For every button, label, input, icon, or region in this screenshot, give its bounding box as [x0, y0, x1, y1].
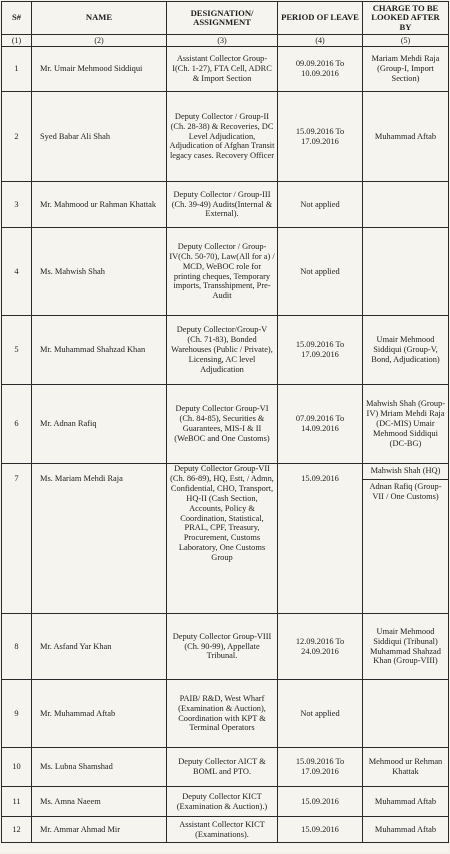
- officer-name: Ms. Mariam Mehdi Raja: [32, 464, 167, 614]
- serial-number: 11: [2, 787, 32, 817]
- table-row: [2, 787, 449, 817]
- serial-number: 5: [2, 316, 32, 385]
- leave-table: [1, 1, 449, 843]
- officer-name: Ms. Lubna Shamshad: [32, 748, 167, 787]
- serial-number: 2: [2, 92, 32, 182]
- officer-name: Mr. Asfand Yar Khan: [32, 614, 167, 680]
- charge-holder: Mehmood ur Rehman Khattak: [363, 748, 449, 787]
- charge-holder: Mariam Mehdi Raja (Group-I, Import Section): [363, 47, 449, 92]
- leave-period: 15.09.2016: [278, 464, 363, 614]
- header-charge: CHARGE TO BE LOOKED AFTER BY: [363, 2, 449, 35]
- serial-number: 8: [2, 614, 32, 680]
- table-row: [2, 182, 449, 228]
- designation: Deputy Collector KICT (Examination & Auction).): [167, 787, 278, 817]
- serial-number: 7: [2, 464, 32, 614]
- leave-period: 15.09.2016 To 17.09.2016: [278, 316, 363, 385]
- leave-period: Not applied: [278, 228, 363, 316]
- column-number: (3): [167, 35, 278, 47]
- designation: Deputy Collector / Group-II (Ch. 28-38) & Recoveries, DC Level Adjudication, Adjudication of Afghan Transit legacy cases. Recovery Officer: [167, 92, 278, 182]
- serial-number: 12: [2, 817, 32, 843]
- table-row: [2, 748, 449, 787]
- header-row: [2, 2, 449, 35]
- leave-document: [1, 1, 448, 852]
- officer-name: Mr. Ammar Ahmad Mir: [32, 817, 167, 843]
- serial-number: 1: [2, 47, 32, 92]
- leave-period: 07.09.2016 To 14.09.2016: [278, 385, 363, 464]
- leave-period: Not applied: [278, 680, 363, 748]
- leave-period: Not applied: [278, 182, 363, 228]
- charge-holder: Muhammad Aftab: [363, 817, 449, 843]
- table-row: [2, 316, 449, 385]
- officer-name: Mr. Muhammad Aftab: [32, 680, 167, 748]
- table-row: [2, 92, 449, 182]
- officer-name: Ms. Amna Naeem: [32, 787, 167, 817]
- serial-number: 4: [2, 228, 32, 316]
- charge-holder: Umair Mehmood Siddiqui (Group-V, Bond, Adjudication): [363, 316, 449, 385]
- charge-holder: [363, 228, 449, 316]
- officer-name: Syed Babar Ali Shah: [32, 92, 167, 182]
- charge-holder: [363, 680, 449, 748]
- header-name: NAME: [32, 2, 167, 35]
- charge-holder: [363, 182, 449, 228]
- column-number: (5): [363, 35, 449, 47]
- designation: Deputy Collector / Group-III (Ch. 39-49) Audits(Internal & External).: [167, 182, 278, 228]
- serial-number: 3: [2, 182, 32, 228]
- table-row: [2, 47, 449, 92]
- charge-holder: Mahwish Shah (HQ): [363, 464, 448, 480]
- designation: Assistant Collector Group-I(Ch. 1-27), FTA Cell, ADRC & Import Section: [167, 47, 278, 92]
- column-number: (2): [32, 35, 167, 47]
- charge-holder: Muhammad Aftab: [363, 92, 449, 182]
- officer-name: Mr. Mahmood ur Rahman Khattak: [32, 182, 167, 228]
- header-designation: DESIGNATION/ ASSIGNMENT: [167, 2, 278, 35]
- charge-holder: Umair Mehmood Siddiqui (Tribunal) Muhammad Shahzad Khan (Group-VIII): [363, 614, 449, 680]
- officer-name: Mr. Muhammad Shahzad Khan: [32, 316, 167, 385]
- charge-holder: Adnan Rafiq (Group-VII / One Customs): [369, 481, 442, 501]
- designation: Deputy Collector Group-VIII (Ch. 90-99), Appellate Tribunal.: [167, 614, 278, 680]
- table-row: [2, 680, 449, 748]
- designation: Deputy Collector/Group-V (Ch. 71-83), Bonded Warehouses (Public / Private), Licensing, AC level Adjudication: [167, 316, 278, 385]
- header-sn: S#: [2, 2, 32, 35]
- serial-number: 9: [2, 680, 32, 748]
- column-number-row: [2, 35, 449, 47]
- designation: Deputy Collector Group-VI (Ch. 84-85), Securities & Guarantees, MIS-I & II (WeBOC and One Customs): [167, 385, 278, 464]
- table-row: [2, 817, 449, 843]
- officer-name: Ms. Mahwish Shah: [32, 228, 167, 316]
- designation: Deputy Collector Group-VII (Ch. 86-89), HQ, Estt, / Admn, Confidential, CHO, Transport, HQ-II (Cash Section, Accounts, Policy & Coordination, Statistical, PRAL, CPF, Treasury, Procurement, Customs Laboratory, One Customs Group: [167, 464, 278, 614]
- table-row: [2, 464, 449, 614]
- leave-period: 12.09.2016 To 24.09.2016: [278, 614, 363, 680]
- column-number: (4): [278, 35, 363, 47]
- leave-period: 09.09.2016 To 10.09.2016: [278, 47, 363, 92]
- charge-cell: [363, 464, 449, 614]
- officer-name: Mr. Adnan Rafiq: [32, 385, 167, 464]
- leave-period: 15.09.2016: [278, 817, 363, 843]
- designation: Deputy Collector / Group-IV(Ch. 50-70), Law(All for a) / MCD, WeBOC role for printing cheques, Temporary imports, Transshipment, Pre-Audit: [167, 228, 278, 316]
- charge-holder: Mahwish Shah (Group-IV) Mriam Mehdi Raja (DC-MIS) Umair Mehmood Siddiqui (DC-BG): [363, 385, 449, 464]
- column-number: (1): [2, 35, 32, 47]
- table-row: [2, 228, 449, 316]
- table-row: [2, 385, 449, 464]
- header-period: PERIOD OF LEAVE: [278, 2, 363, 35]
- table-row: [2, 614, 449, 680]
- designation: PAIB/ R&D, West Wharf (Examination & Auction), Coordination with KPT & Terminal Operators: [167, 680, 278, 748]
- designation: Assistant Collector KICT (Examinations).: [167, 817, 278, 843]
- serial-number: 6: [2, 385, 32, 464]
- serial-number: 10: [2, 748, 32, 787]
- designation: Deputy Collector AICT & BOML and PTO.: [167, 748, 278, 787]
- officer-name: Mr. Umair Mehmood Siddiqui: [32, 47, 167, 92]
- charge-holder: Muhammad Aftab: [363, 787, 449, 817]
- leave-period: 15.09.2016: [278, 787, 363, 817]
- leave-period: 15.09.2016 To 17.09.2016: [278, 748, 363, 787]
- leave-period: 15.09.2016 To 17.09.2016: [278, 92, 363, 182]
